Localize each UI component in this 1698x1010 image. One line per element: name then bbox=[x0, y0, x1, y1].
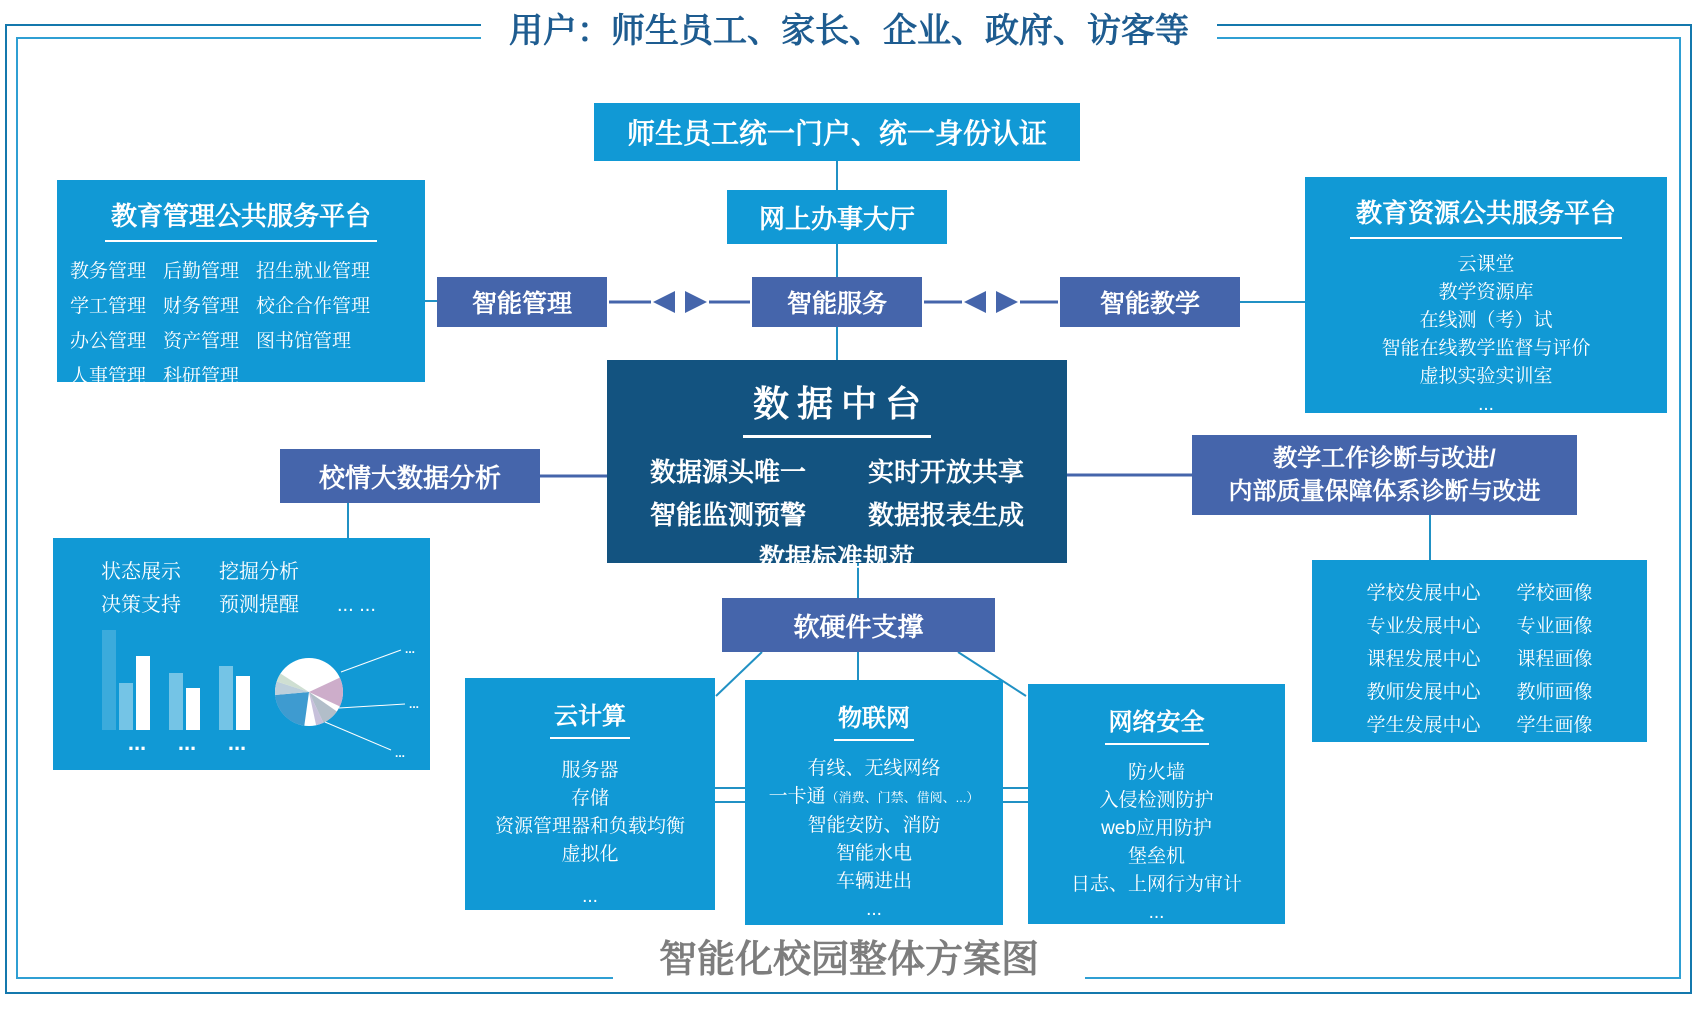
bar-group-label: ... bbox=[127, 730, 147, 755]
diagnosis-line1: 教学工作诊断与改进/ bbox=[1273, 445, 1496, 472]
profile-cell: 专业画像 bbox=[1516, 616, 1593, 637]
smart-teaching-box bbox=[1060, 277, 1240, 327]
list-item: 虚拟实验实训室 bbox=[1419, 366, 1553, 387]
list-item: web应用防护 bbox=[1101, 818, 1212, 839]
more-ellipsis: ... bbox=[1478, 394, 1494, 415]
list-item: 防火墙 bbox=[1127, 762, 1185, 783]
mgmt-platform-title: 教育管理公共服务平台 bbox=[57, 196, 425, 242]
list-item: 人事管理 bbox=[70, 366, 147, 387]
list-item: 日志、上网行为审计 bbox=[1070, 874, 1242, 895]
more-ellipsis: ... bbox=[866, 899, 882, 920]
panel-ellipsis: ... ... bbox=[337, 594, 376, 616]
smart-service-box bbox=[752, 277, 922, 327]
iot-title: 物联网 bbox=[745, 698, 1003, 741]
bar-group-label: ... bbox=[227, 730, 247, 755]
list-item: 存储 bbox=[570, 788, 609, 809]
analysis-charts bbox=[53, 538, 430, 770]
profile-cell: 教师发展中心 bbox=[1366, 682, 1481, 703]
panel-item: 挖掘分析 bbox=[219, 561, 299, 583]
online-hall-label: 网上办事大厅 bbox=[758, 203, 915, 234]
feature-item: 数据标准规范 bbox=[758, 543, 915, 573]
profiles-rows bbox=[1312, 578, 1647, 737]
list-item: 智能安防、消防 bbox=[807, 815, 941, 836]
portal-label: 师生员工统一门户、统一身份认证 bbox=[626, 118, 1047, 149]
feature-item: 数据报表生成 bbox=[868, 500, 1025, 530]
data-center-title: 数据中台 bbox=[607, 376, 1067, 438]
profile-cell: 学校发展中心 bbox=[1366, 583, 1481, 604]
list-item: 学工管理 bbox=[70, 296, 147, 317]
pie-label: ... bbox=[405, 642, 416, 656]
profile-cell: 学生发展中心 bbox=[1366, 715, 1481, 736]
diagram-caption: 智能化校园整体方案图 bbox=[613, 932, 1085, 988]
cloud-title: 云计算 bbox=[465, 696, 715, 739]
list-item: 堡垒机 bbox=[1127, 846, 1185, 867]
card-detail: （消费、门禁、借阅、...） bbox=[825, 790, 980, 805]
bar-group-label: ... bbox=[177, 730, 197, 755]
list-item: 在线测（考）试 bbox=[1419, 310, 1553, 331]
bar-chart-axis-ghost bbox=[102, 630, 116, 730]
list-item: 财务管理 bbox=[163, 296, 240, 317]
pie-label: ... bbox=[395, 746, 406, 760]
pie-label: ... bbox=[409, 697, 420, 711]
diagnosis-box bbox=[1192, 435, 1577, 515]
list-item: 教务管理 bbox=[70, 261, 147, 282]
list-item: 入侵检测防护 bbox=[1099, 790, 1214, 811]
iot-box bbox=[745, 680, 1003, 925]
data-center-features bbox=[607, 452, 1067, 575]
netsec-items bbox=[1028, 759, 1285, 927]
list-item: 后勤管理 bbox=[163, 261, 240, 282]
profile-cell: 课程画像 bbox=[1516, 649, 1593, 670]
more-ellipsis: ... bbox=[582, 886, 598, 907]
feature-item: 智能监测预警 bbox=[649, 500, 806, 530]
list-item: 资源管理器和负载均衡 bbox=[494, 816, 685, 837]
support-label: 软硬件支撑 bbox=[793, 611, 924, 642]
profile-cell: 学校画像 bbox=[1516, 583, 1593, 604]
profile-cell: 教师画像 bbox=[1516, 682, 1593, 703]
bar-chart bbox=[119, 656, 250, 730]
resource-platform-items bbox=[1305, 251, 1667, 419]
panel-item: 状态展示 bbox=[101, 561, 181, 583]
resource-platform-box bbox=[1305, 177, 1667, 413]
resource-platform-title: 教育资源公共服务平台 bbox=[1305, 193, 1667, 239]
list-item: 有线、无线网络 bbox=[807, 758, 941, 779]
list-item: 车辆进出 bbox=[835, 871, 912, 892]
cloud-computing-box bbox=[465, 678, 715, 910]
list-item: 智能在线教学监督与评价 bbox=[1381, 338, 1591, 359]
analysis-panel-box bbox=[53, 538, 430, 770]
more-ellipsis: ... bbox=[1148, 902, 1165, 923]
data-center-box bbox=[607, 360, 1067, 573]
list-item: 一卡通（消费、门禁、借阅、...） bbox=[768, 786, 980, 807]
smart-management-box bbox=[437, 277, 607, 327]
arrow-mgmt-service bbox=[609, 291, 750, 313]
list-item: 智能水电 bbox=[835, 843, 912, 864]
campus-analysis-box bbox=[280, 449, 540, 503]
campus-analysis-label: 校情大数据分析 bbox=[318, 462, 501, 493]
list-item: 资产管理 bbox=[163, 331, 240, 352]
portal-box bbox=[594, 103, 1080, 161]
users-banner: 用户：师生员工、家长、企业、政府、访客等 bbox=[481, 4, 1217, 58]
cloud-items bbox=[465, 757, 715, 911]
list-item: 云课堂 bbox=[1457, 254, 1515, 275]
smart-teaching-label: 智能教学 bbox=[1099, 290, 1200, 318]
smart-service-label: 智能服务 bbox=[786, 290, 887, 318]
support-box bbox=[722, 598, 995, 652]
more-ellipsis: ... bbox=[1471, 738, 1488, 759]
arrow-service-teaching bbox=[924, 291, 1058, 313]
online-hall-box bbox=[727, 190, 947, 244]
list-item: 虚拟化 bbox=[561, 844, 619, 865]
feature-item: 数据源头唯一 bbox=[649, 457, 806, 487]
profile-cell: 课程发展中心 bbox=[1366, 649, 1481, 670]
mgmt-platform-box bbox=[57, 180, 425, 387]
feature-item: 实时开放共享 bbox=[868, 457, 1025, 487]
mgmt-platform-items bbox=[70, 256, 425, 388]
panel-item: 决策支持 bbox=[101, 594, 181, 616]
network-security-box bbox=[1028, 684, 1285, 924]
smart-management-label: 智能管理 bbox=[471, 290, 572, 318]
profile-cell: 学生画像 bbox=[1516, 715, 1593, 736]
diagnosis-line2: 内部质量保障体系诊断与改进 bbox=[1228, 478, 1541, 505]
panel-item: 预测提醒 bbox=[219, 594, 299, 616]
list-item: 图书馆管理 bbox=[256, 331, 352, 352]
list-item: 教学资源库 bbox=[1438, 282, 1534, 303]
iot-items bbox=[745, 755, 1003, 924]
profile-cell: 专业发展中心 bbox=[1366, 616, 1481, 637]
profiles-panel-box bbox=[1312, 560, 1647, 759]
list-item: 服务器 bbox=[561, 760, 619, 781]
list-item: 科研管理 bbox=[163, 366, 240, 387]
list-item: 校企合作管理 bbox=[256, 296, 371, 317]
list-item: 办公管理 bbox=[70, 331, 147, 352]
netsec-title: 网络安全 bbox=[1028, 702, 1285, 745]
list-item: 招生就业管理 bbox=[256, 261, 371, 282]
